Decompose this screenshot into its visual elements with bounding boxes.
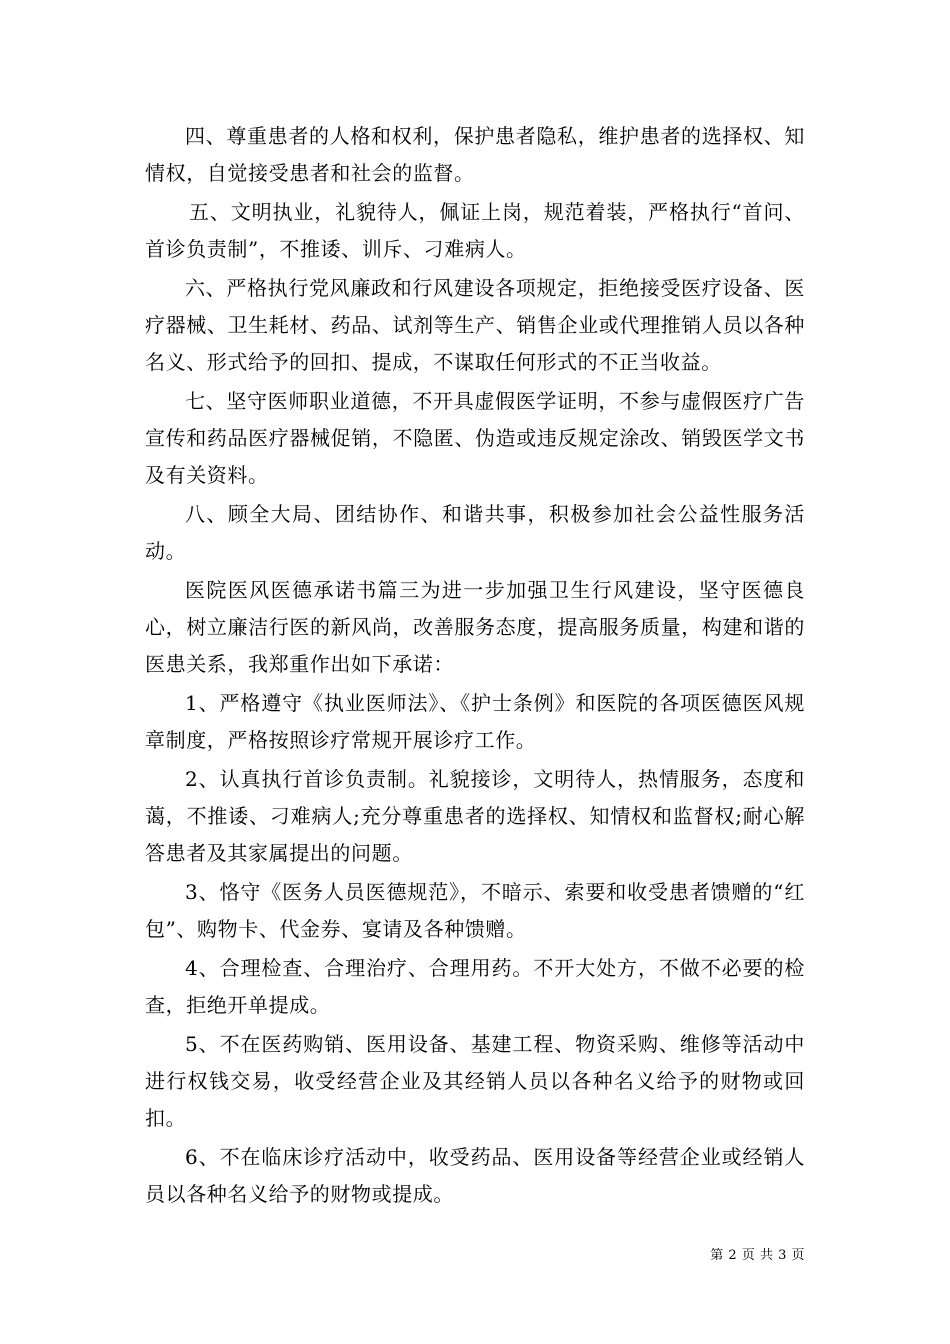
paragraph-5: 五、文明执业，礼貌待人，佩证上岗，规范着装，严格执行“首问、首诊负责制”，不推诿、训斥、刁难病人。 [145, 200, 805, 261]
paragraph-7: 七、坚守医师职业道德，不开具虚假医学证明，不参与虚假医疗广告宣传和药品医疗器械促销，不隐匿、伪造或违反规定涂改、销毁医学文书及有关资料。 [145, 389, 805, 487]
pledge-item-2: 2、认真执行首诊负责制。礼貌接诊，文明待人，热情服务，态度和蔼，不推诿、刁难病人;充分尊重患者的选择权、知情权和监督权;耐心解答患者及其家属提出的问题。 [145, 767, 805, 865]
pledge-item-1: 1、严格遵守《执业医师法》、《护士条例》和医院的各项医德医风规章制度，严格按照诊疗常规开展诊疗工作。 [145, 691, 805, 752]
pledge-item-5: 5、不在医药购销、医用设备、基建工程、物资采购、维修等活动中进行权钱交易，收受经营企业及其经销人员以各种名义给予的财物或回扣。 [145, 1032, 805, 1130]
paragraph-6: 六、严格执行党风廉政和行风建设各项规定，拒绝接受医疗设备、医疗器械、卫生耗材、药品、试剂等生产、销售企业或代理推销人员以各种名义、形式给予的回扣、提成，不谋取任何形式的不正当收益。 [145, 276, 805, 374]
pledge-item-6: 6、不在临床诊疗活动中，收受药品、医用设备等经营企业或经销人员以各种名义给予的财物或提成。 [145, 1145, 805, 1206]
paragraph-pledge-intro: 医院医风医德承诺书篇三为进一步加强卫生行风建设，坚守医德良心，树立廉洁行医的新风尚，改善服务态度，提高服务质量，构建和谐的医患关系，我郑重作出如下承诺： [145, 578, 805, 676]
paragraph-4: 四、尊重患者的人格和权利，保护患者隐私，维护患者的选择权、知情权，自觉接受患者和社会的监督。 [145, 124, 805, 185]
page-number-footer: 第 2 页 共 3 页 [710, 1248, 805, 1263]
document-body [145, 118, 805, 1213]
paragraph-8: 八、顾全大局、团结协作、和谐共事，积极参加社会公益性服务活动。 [145, 502, 805, 563]
pledge-item-3: 3、恪守《医务人员医德规范》，不暗示、索要和收受患者馈赠的“红包”、购物卡、代金券、宴请及各种馈赠。 [145, 880, 805, 941]
pledge-item-4: 4、合理检查、合理治疗、合理用药。不开大处方，不做不必要的检查，拒绝开单提成。 [145, 956, 805, 1017]
